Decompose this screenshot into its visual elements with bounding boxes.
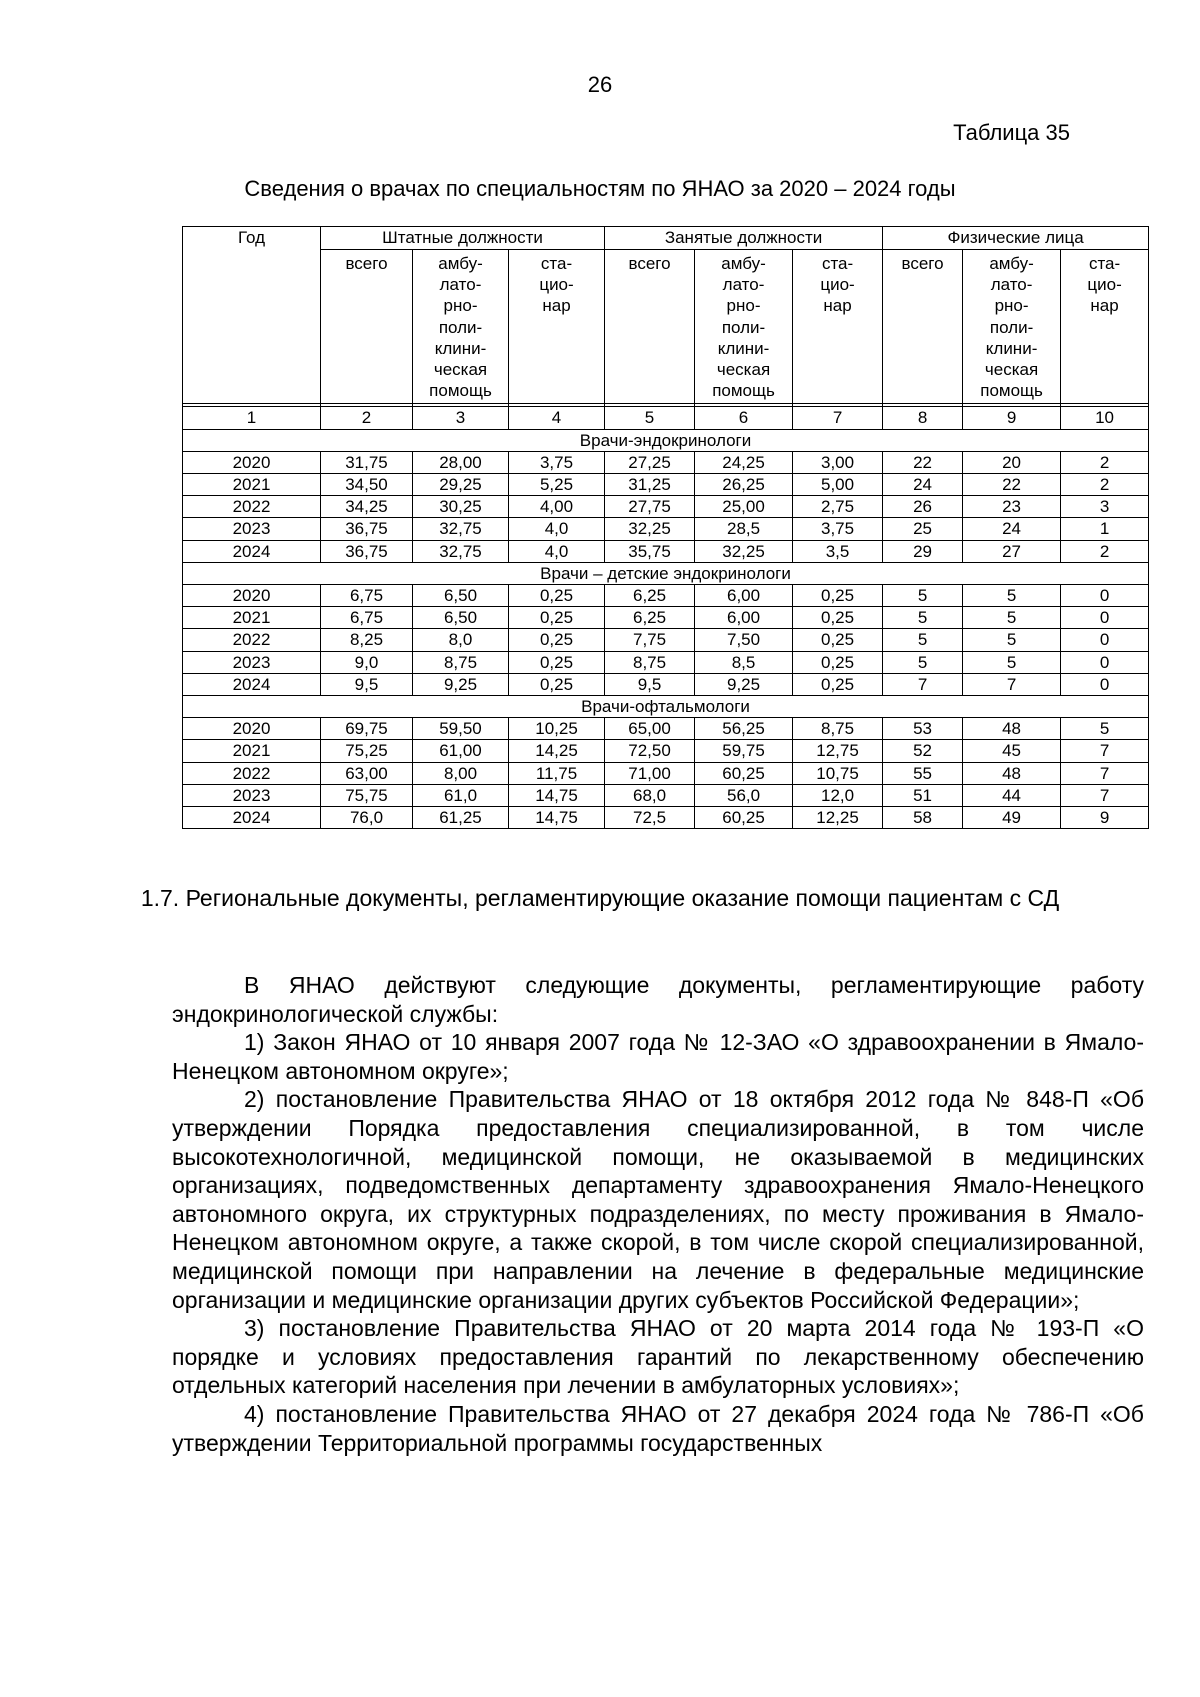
year-cell: 2021 [183,474,321,496]
value-cell: 59,75 [695,740,793,762]
table-row [183,673,1149,695]
table-row [183,540,1149,562]
year-cell: 2023 [183,651,321,673]
value-cell: 7 [883,673,963,695]
doctors-table [182,226,1149,829]
value-cell: 25 [883,518,963,540]
value-cell: 75,25 [321,740,413,762]
table-caption: Таблица 35 [953,120,1070,145]
year-cell: 2023 [183,518,321,540]
value-cell: 44 [963,784,1061,806]
paragraph: 1) Закон ЯНАО от 10 января 2007 года № 12-ЗАО «О здравоохранении в Ямало-Ненецком автономном округе»; [172,1029,1144,1084]
value-cell: 60,25 [695,762,793,784]
value-cell: 10,75 [793,762,883,784]
value-cell: 1 [1061,518,1149,540]
value-cell: 61,25 [413,807,509,829]
value-cell: 28,00 [413,451,509,473]
value-cell: 7 [963,673,1061,695]
value-cell: 32,25 [695,540,793,562]
value-cell: 56,0 [695,784,793,806]
value-cell: 22 [963,474,1061,496]
value-cell: 7,50 [695,629,793,651]
value-cell: 56,25 [695,718,793,740]
value-cell: 0,25 [509,607,605,629]
value-cell: 6,25 [605,607,695,629]
value-cell: 24 [963,518,1061,540]
value-cell: 65,00 [605,718,695,740]
value-cell: 32,75 [413,540,509,562]
value-cell: 36,75 [321,518,413,540]
value-cell: 11,75 [509,762,605,784]
value-cell: 0,25 [509,651,605,673]
paragraph: 3) постановление Правительства ЯНАО от 20 марта 2014 года № 193-П «О порядке и условиях предоставления гарантий по лекарственному обеспечению отдельных категорий населения при лечении в амбулаторных условиях»; [172,1315,1144,1399]
value-cell: 10,25 [509,718,605,740]
paragraph: 4) постановление Правительства ЯНАО от 27 декабря 2024 года № 786-П «Об утверждении Территориальной программы государственных [172,1400,1144,1456]
header-outpatient: амбу- лато- рно- поли- клини- ческая помощь [695,250,793,404]
header-outpatient: амбу- лато- рно- поли- клини- ческая помощь [413,250,509,404]
section-title: Врачи-офтальмологи [183,696,1149,718]
value-cell: 14,75 [509,784,605,806]
value-cell: 22 [883,451,963,473]
table-row [183,651,1149,673]
table-row [183,585,1149,607]
header-group-staff: Штатные должности [321,227,605,250]
table-title: Сведения о врачах по специальностям по ЯНАО за 2020 – 2024 годы [244,176,956,201]
year-cell: 2023 [183,784,321,806]
value-cell: 0 [1061,585,1149,607]
value-cell: 63,00 [321,762,413,784]
table-row [183,607,1149,629]
column-number: 7 [793,407,883,429]
value-cell: 8,0 [413,629,509,651]
value-cell: 58 [883,807,963,829]
value-cell: 5 [963,629,1061,651]
value-cell: 5,00 [793,474,883,496]
value-cell: 49 [963,807,1061,829]
value-cell: 72,5 [605,807,695,829]
column-number: 3 [413,407,509,429]
table-row [183,629,1149,651]
table-row [183,740,1149,762]
value-cell: 0 [1061,607,1149,629]
value-cell: 53 [883,718,963,740]
year-cell: 2022 [183,629,321,651]
table-row [183,784,1149,806]
value-cell: 14,25 [509,740,605,762]
value-cell: 32,25 [605,518,695,540]
value-cell: 9,25 [695,673,793,695]
value-cell: 5 [883,607,963,629]
column-number: 4 [509,407,605,429]
value-cell: 14,75 [509,807,605,829]
column-number: 9 [963,407,1061,429]
value-cell: 12,0 [793,784,883,806]
value-cell: 7 [1061,784,1149,806]
value-cell: 2 [1061,474,1149,496]
column-number: 2 [321,407,413,429]
value-cell: 0 [1061,651,1149,673]
section-heading: 1.7. Региональные документы, регламентирующие оказание помощи пациентам с СД [140,885,1060,911]
value-cell: 0 [1061,673,1149,695]
value-cell: 8,75 [605,651,695,673]
header-total: всего [321,250,413,404]
value-cell: 76,0 [321,807,413,829]
year-cell: 2022 [183,762,321,784]
value-cell: 2,75 [793,496,883,518]
column-number: 6 [695,407,793,429]
page-number: 26 [587,72,613,97]
value-cell: 6,00 [695,607,793,629]
value-cell: 0,25 [509,629,605,651]
value-cell: 52 [883,740,963,762]
value-cell: 0,25 [793,651,883,673]
header-total: всего [883,250,963,404]
value-cell: 9,25 [413,673,509,695]
value-cell: 8,00 [413,762,509,784]
table-row [183,496,1149,518]
value-cell: 0,25 [509,673,605,695]
header-year: Год [183,227,321,404]
value-cell: 9 [1061,807,1149,829]
table-row [183,807,1149,829]
value-cell: 29,25 [413,474,509,496]
value-cell: 5 [883,629,963,651]
value-cell: 0 [1061,629,1149,651]
value-cell: 30,25 [413,496,509,518]
value-cell: 3,5 [793,540,883,562]
value-cell: 35,75 [605,540,695,562]
value-cell: 5 [963,651,1061,673]
value-cell: 7 [1061,740,1149,762]
header-inpatient: ста- цио- нар [509,250,605,404]
value-cell: 29 [883,540,963,562]
value-cell: 75,75 [321,784,413,806]
value-cell: 4,00 [509,496,605,518]
value-cell: 6,25 [605,585,695,607]
value-cell: 26,25 [695,474,793,496]
year-cell: 2022 [183,496,321,518]
value-cell: 27,75 [605,496,695,518]
value-cell: 4,0 [509,518,605,540]
value-cell: 25,00 [695,496,793,518]
column-number: 10 [1061,407,1149,429]
value-cell: 2 [1061,540,1149,562]
column-number: 5 [605,407,695,429]
column-number: 1 [183,407,321,429]
value-cell: 5 [963,607,1061,629]
value-cell: 55 [883,762,963,784]
value-cell: 23 [963,496,1061,518]
year-cell: 2020 [183,451,321,473]
value-cell: 32,75 [413,518,509,540]
value-cell: 3,00 [793,451,883,473]
value-cell: 8,25 [321,629,413,651]
value-cell: 72,50 [605,740,695,762]
value-cell: 68,0 [605,784,695,806]
value-cell: 0,25 [793,629,883,651]
value-cell: 0,25 [793,673,883,695]
section-title-row [183,562,1149,584]
value-cell: 34,50 [321,474,413,496]
year-cell: 2024 [183,540,321,562]
header-group-occupied: Занятые должности [605,227,883,250]
value-cell: 6,75 [321,585,413,607]
value-cell: 24 [883,474,963,496]
value-cell: 9,5 [321,673,413,695]
value-cell: 28,5 [695,518,793,540]
value-cell: 5 [883,585,963,607]
value-cell: 6,50 [413,607,509,629]
value-cell: 7 [1061,762,1149,784]
value-cell: 9,0 [321,651,413,673]
value-cell: 5,25 [509,474,605,496]
paragraph: В ЯНАО действуют следующие документы, регламентирующие работу эндокринологической службы: [172,972,1144,1027]
value-cell: 2 [1061,451,1149,473]
value-cell: 3,75 [509,451,605,473]
section-title: Врачи-эндокринологи [183,429,1149,451]
value-cell: 61,00 [413,740,509,762]
paragraph: 2) постановление Правительства ЯНАО от 18 октября 2012 года № 848-П «Об утверждении Порядка предоставления специализированной, в том числе высокотехнологичной, медицинской помощи, не оказываемой в медицинских организациях, подведомственных департаменту здравоохранения Ямало-Ненецкого автономного округа, их структурных подразделениях, по месту проживания в Ямало-Ненецком автономном округе, а также скорой, в том числе скорой специализированной, медицинской помощи при направлении на лечение в федеральные медицинские организации и медицинские организации других субъектов Российской Федерации»; [172,1086,1144,1313]
table-row [183,718,1149,740]
value-cell: 0,25 [509,585,605,607]
value-cell: 48 [963,718,1061,740]
header-inpatient: ста- цио- нар [1061,250,1149,404]
column-numbers-row [183,407,1149,429]
table-row [183,474,1149,496]
value-cell: 24,25 [695,451,793,473]
value-cell: 26 [883,496,963,518]
table-row [183,762,1149,784]
year-cell: 2020 [183,585,321,607]
section-title: Врачи – детские эндокринологи [183,562,1149,584]
value-cell: 8,75 [793,718,883,740]
value-cell: 27 [963,540,1061,562]
value-cell: 12,75 [793,740,883,762]
header-inpatient: ста- цио- нар [793,250,883,404]
section-title-row [183,696,1149,718]
value-cell: 0,25 [793,607,883,629]
year-cell: 2020 [183,718,321,740]
year-cell: 2024 [183,807,321,829]
value-cell: 45 [963,740,1061,762]
body-text [172,971,1144,1457]
year-cell: 2021 [183,740,321,762]
section-title-row [183,429,1149,451]
value-cell: 34,25 [321,496,413,518]
header-total: всего [605,250,695,404]
value-cell: 5 [963,585,1061,607]
value-cell: 6,00 [695,585,793,607]
value-cell: 71,00 [605,762,695,784]
value-cell: 5 [1061,718,1149,740]
value-cell: 6,75 [321,607,413,629]
value-cell: 3 [1061,496,1149,518]
column-number: 8 [883,407,963,429]
year-cell: 2021 [183,607,321,629]
table-row [183,518,1149,540]
table-row [183,451,1149,473]
value-cell: 12,25 [793,807,883,829]
value-cell: 51 [883,784,963,806]
value-cell: 61,0 [413,784,509,806]
value-cell: 9,5 [605,673,695,695]
table-body [183,404,1149,829]
year-cell: 2024 [183,673,321,695]
value-cell: 48 [963,762,1061,784]
value-cell: 69,75 [321,718,413,740]
value-cell: 31,25 [605,474,695,496]
value-cell: 36,75 [321,540,413,562]
value-cell: 6,50 [413,585,509,607]
value-cell: 59,50 [413,718,509,740]
value-cell: 60,25 [695,807,793,829]
value-cell: 8,75 [413,651,509,673]
value-cell: 27,25 [605,451,695,473]
value-cell: 0,25 [793,585,883,607]
header-outpatient: амбу- лато- рно- поли- клини- ческая помощь [963,250,1061,404]
value-cell: 20 [963,451,1061,473]
value-cell: 4,0 [509,540,605,562]
value-cell: 3,75 [793,518,883,540]
value-cell: 31,75 [321,451,413,473]
value-cell: 5 [883,651,963,673]
header-group-persons: Физические лица [883,227,1149,250]
value-cell: 7,75 [605,629,695,651]
value-cell: 8,5 [695,651,793,673]
